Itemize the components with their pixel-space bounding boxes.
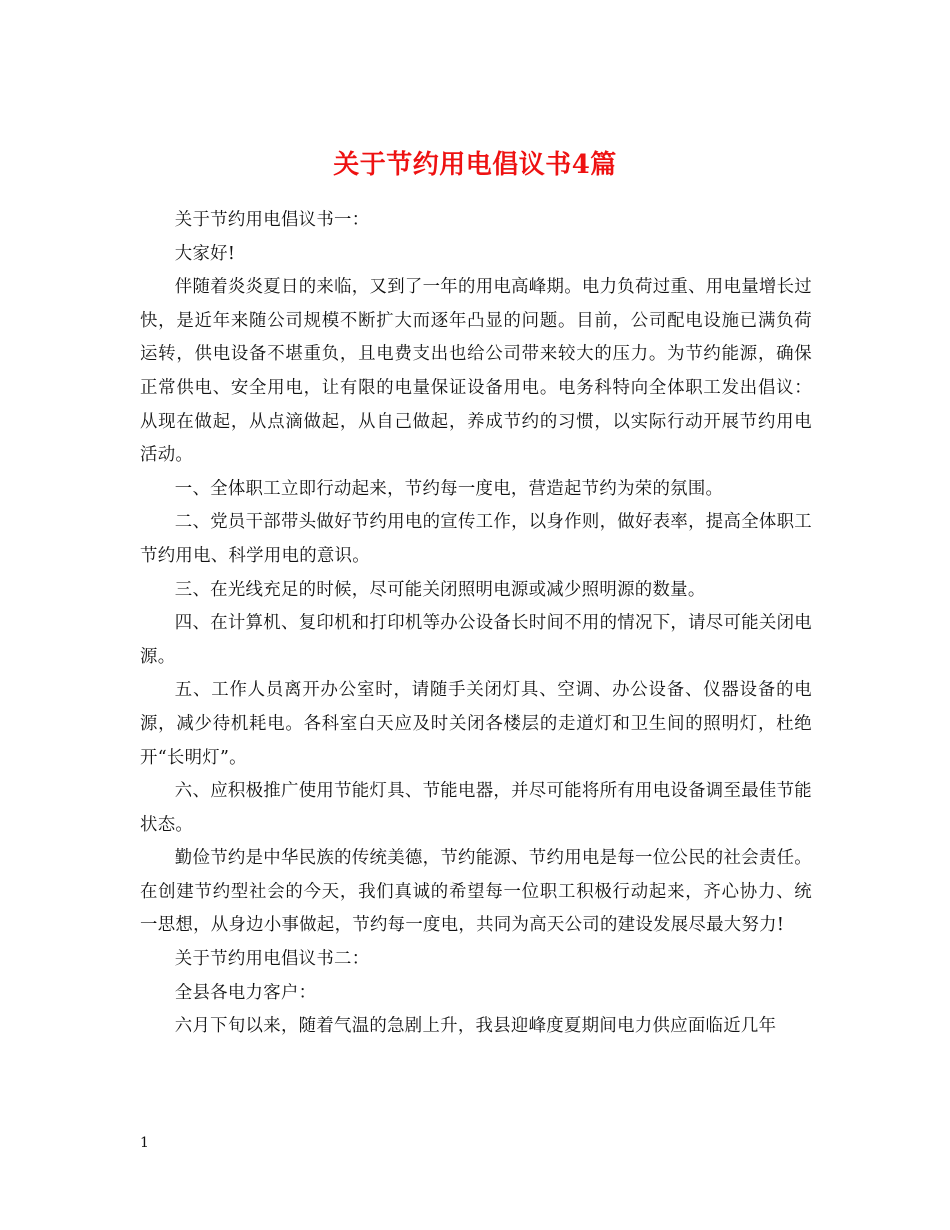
- paragraph: 三、在光线充足的时候，尽可能关闭照明电源或减少照明源的数量。: [174, 579, 706, 600]
- paragraph: 关于节约用电倡议书一：: [174, 210, 370, 230]
- page-number: 1: [140, 1135, 149, 1151]
- document-title: 关于节约用电倡议书4篇: [333, 150, 617, 181]
- document-body: [140, 204, 812, 1044]
- paragraph: 关于节约用电倡议书二：: [174, 949, 370, 970]
- paragraph: 二、党员干部带头做好节约用电的宣传工作，以身作则，做好表率，提高全体职工节约用电、科学用电的意识。: [140, 512, 812, 566]
- paragraph: 五、工作人员离开办公室时，请随手关闭灯具、空调、办公设备、仪器设备的电源，减少待机耗电。各科室白天应及时关闭各楼层的走道灯和卫生间的照明灯，杜绝开“长明灯”。: [140, 680, 812, 768]
- paragraph: 伴随着炎炎夏日的来临，又到了一年的用电高峰期。电力负荷过重、用电量增长过快，是近年来随公司规模不断扩大而逐年凸显的问题。目前，公司配电设施已满负荷运转，供电设备不堪重负，且电费支出也给公司带来较大的压力。为节约能源，确保正常供电、安全用电，让有限的电量保证设备用电。电务科特向全体职工发出倡议：从现在做起，从点滴做起，从自己做起，养成节约的习惯，以实际行动开展节约用电活动。: [140, 277, 812, 466]
- paragraph: 六、应积极推广使用节能灯具、节能电器，并尽可能将所有用电设备调至最佳节能状态。: [140, 781, 812, 835]
- paragraph: 大家好!: [174, 243, 236, 264]
- paragraph: 六月下旬以来，随着气温的急剧上升，我县迎峰度夏期间电力供应面临近几年: [174, 1016, 777, 1037]
- paragraph: 全县各电力客户：: [174, 982, 317, 1003]
- paragraph: 勤俭节约是中华民族的传统美德，节约能源、节约用电是每一位公民的社会责任。在创建节约型社会的今天，我们真诚的希望每一位职工积极行动起来，齐心协力、统一思想，从身边小事做起，节约每一度电，共同为高天公司的建设发展尽最大努力!: [140, 848, 812, 936]
- paragraph: 一、全体职工立即行动起来，节约每一度电，营造起节约为荣的氛围。: [174, 478, 724, 499]
- paragraph: 四、在计算机、复印机和打印机等办公设备长时间不用的情况下，请尽可能关闭电源。: [140, 613, 812, 667]
